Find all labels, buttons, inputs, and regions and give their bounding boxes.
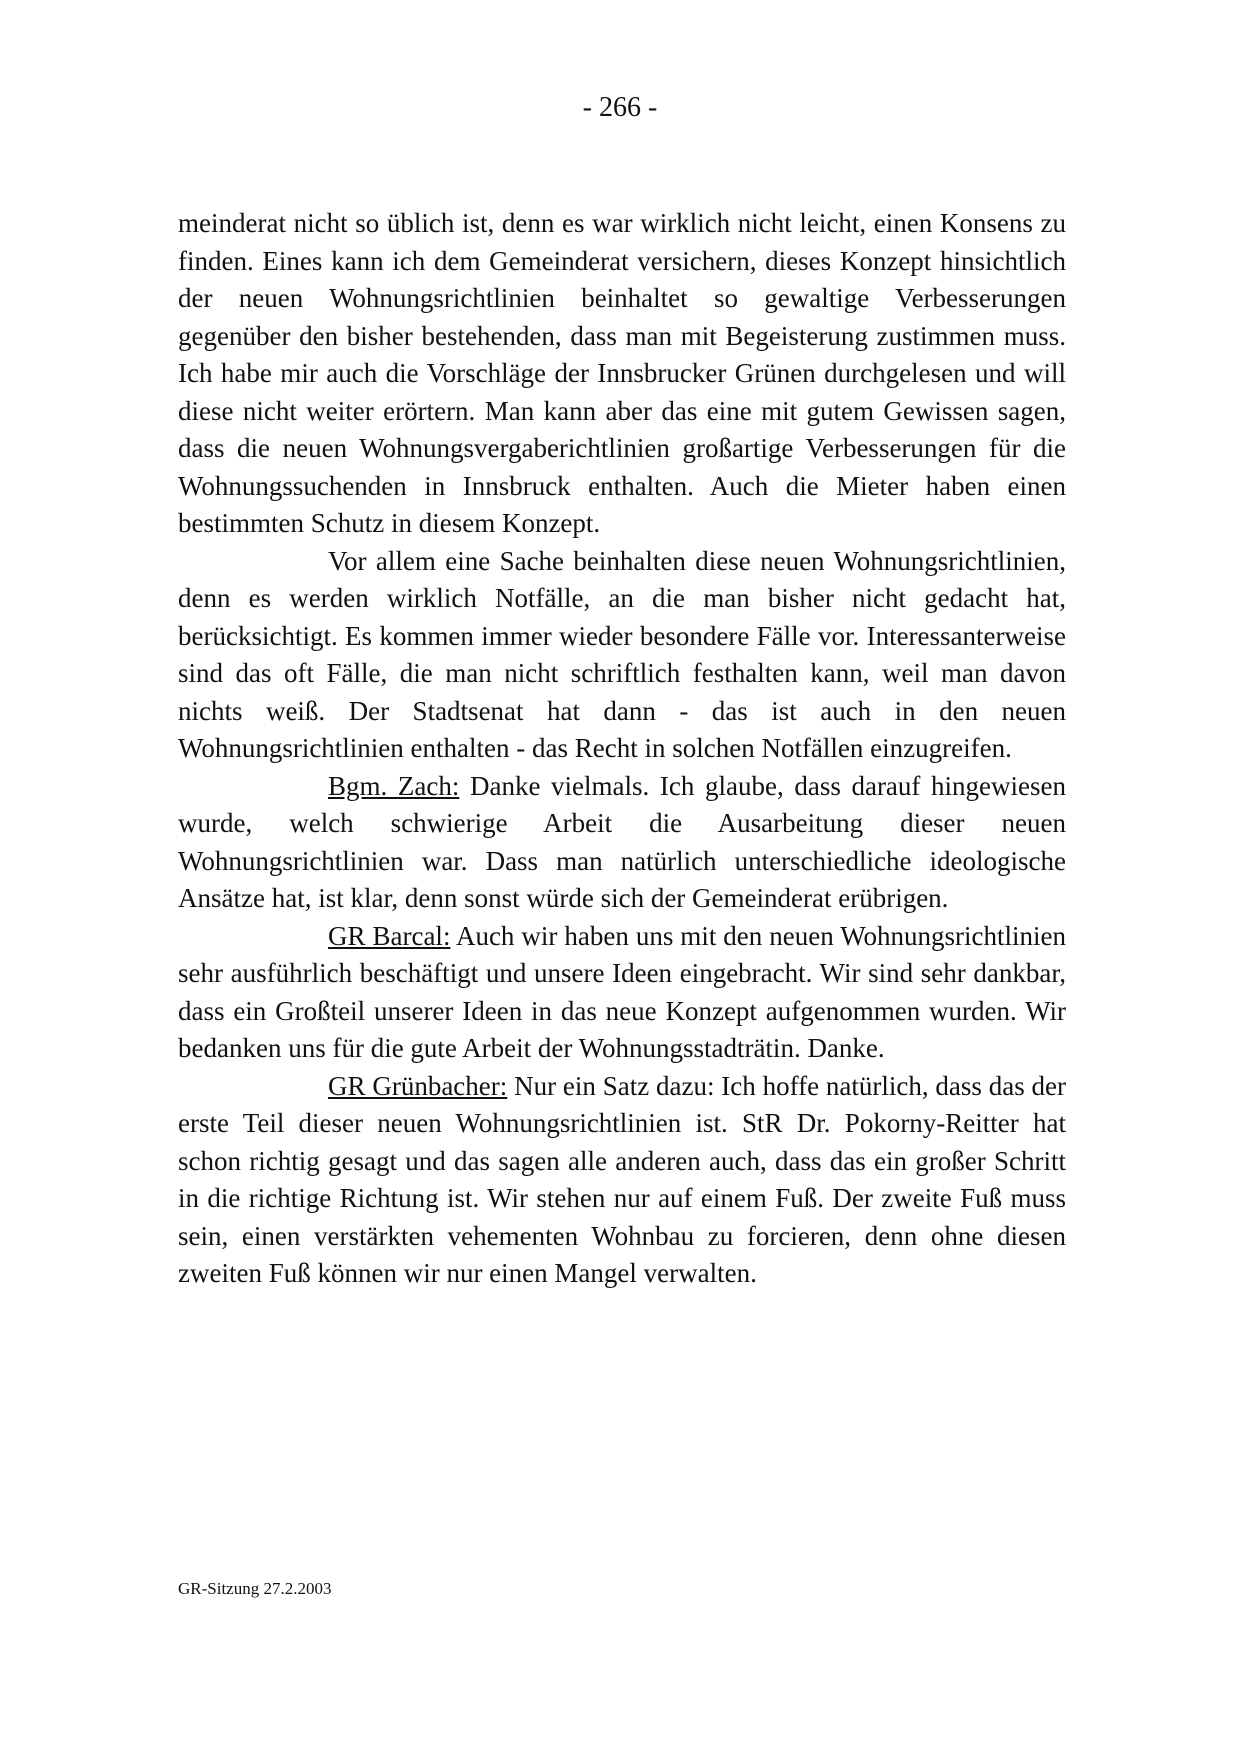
speech-gr-gruenbacher (178, 1068, 1066, 1293)
paragraph-text: Vor allem eine Sache beinhalten diese neuen Wohnungsrichtlinien, denn es werden wirklich Notfälle, an die man bisher nicht gedacht hat, berücksichtigt. Es kommen immer wieder besondere Fälle vor. Interessanterweise sind das oft Fälle, die man nicht schriftlich festhalten kann, weil man davon nichts weiß. Der Stadtsenat hat dann - das ist auch in den neuen Wohnungsrichtlinien enthalten - das Recht in solchen Notfällen einzugreifen. (178, 545, 1066, 763)
speech-text: Danke vielmals. Ich glaube, dass darauf hingewiesen wurde, welch schwierige Arbeit die Ausarbeitung dieser neuen Wohnungsrichtlinien war. Dass man natürlich unterschiedliche ideologische Ansätze hat, ist klar, denn sonst würde sich der Gemeinderat erübrigen. (178, 770, 1066, 913)
paragraph-text: meinderat nicht so üblich ist, denn es war wirklich nicht leicht, einen Konsens zu finden. Eines kann ich dem Gemeinderat versichern, dieses Konzept hinsichtlich der neuen Wohnungsrichtlinien beinhaltet so gewaltige Verbesserungen gegenüber den bisher bestehenden, dass man mit Begeisterung zustimmen muss. Ich habe mir auch die Vorschläge der Innsbrucker Grünen durchgelesen und will diese nicht weiter erörtern. Man kann aber das eine mit gutem Gewissen sagen, dass die neuen Wohnungsvergaberichtlinien großartige Verbesserungen für die Wohnungssuchenden in Innsbruck enthalten. Auch die Mieter haben einen bestimmten Schutz in diesem Konzept. (178, 208, 1066, 538)
speech-text: Nur ein Satz dazu: Ich hoffe natürlich, dass das der erste Teil dieser neuen Wohnungsrichtlinien ist. StR Dr. Pokorny-Reitter hat schon richtig gesagt und das sagen alle anderen auch, dass das ein großer Schritt in die richtige Richtung ist. Wir stehen nur auf einem Fuß. Der zweite Fuß muss sein, einen verstärkten vehementen Wohnbau zu forcieren, denn ohne diesen zweiten Fuß können wir nur einen Mangel verwalten. (178, 1070, 1067, 1288)
speech-gr-barcal (178, 918, 1066, 1068)
page-number: - 266 - (582, 92, 658, 123)
speaker-name: Bgm. Zach: (328, 770, 460, 801)
speaker-name: GR Barcal: (328, 920, 451, 951)
paragraph (178, 543, 1066, 768)
paragraph-continued (178, 205, 1066, 543)
speech-bgm-zach (178, 768, 1066, 918)
transcript-body (178, 205, 1066, 1293)
footer-session-date: GR-Sitzung 27.2.2003 (178, 1579, 332, 1598)
speech-text: Auch wir haben uns mit den neuen Wohnungsrichtlinien sehr ausführlich beschäftigt und unsere Ideen eingebracht. Wir sind sehr dankbar, dass ein Großteil unserer Ideen in das neue Konzept aufgenommen wurden. Wir bedanken uns für die gute Arbeit der Wohnungsstadträtin. Danke. (178, 920, 1067, 1063)
speaker-name: GR Grünbacher: (328, 1070, 508, 1101)
